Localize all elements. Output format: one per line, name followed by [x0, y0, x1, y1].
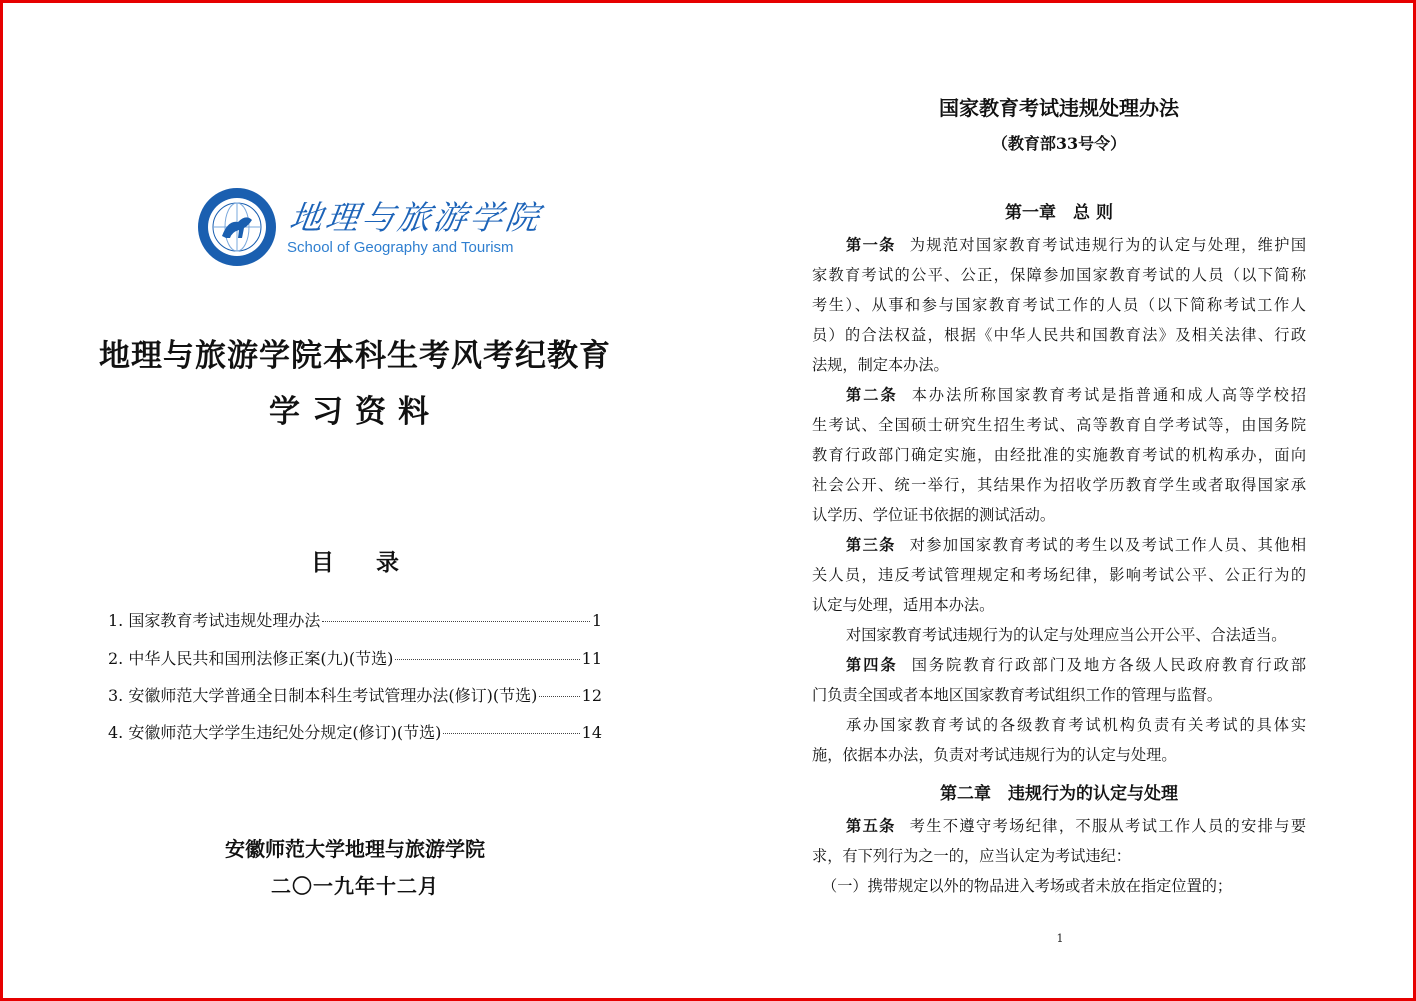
toc-item-label: 3. 安徽师范大学普通全日制本科生考试管理办法(修订)(节选) — [108, 686, 538, 705]
article-line: 施，依据本办法，负责对考试违规行为的认定与处理。 — [812, 746, 1177, 764]
toc-leader — [395, 659, 579, 660]
article-line: 考生）、从事和参与国家教育考试工作的人员（以下简称考试工作人 — [812, 296, 1306, 314]
toc-item-label: 2. 中华人民共和国刑法修正案(九)(节选) — [108, 649, 394, 668]
article-line — [846, 815, 1306, 837]
toc-item-page: 11 — [581, 649, 602, 668]
article-line: 承办国家教育考试的各级教育考试机构负责有关考试的具体实 — [846, 716, 1306, 734]
chapter-heading: 第一章 总 则 — [1005, 203, 1113, 223]
toc-item[interactable] — [108, 648, 602, 670]
article-number: 第二条 — [846, 386, 898, 404]
toc-leader — [539, 696, 579, 697]
article-line — [846, 534, 1306, 556]
article-line: 法规，制定本办法。 — [812, 356, 949, 374]
article-line: 教育行政部门确定实施，由经批准的实施教育考试的机构承办，面向 — [812, 446, 1306, 464]
article-line — [846, 384, 1306, 406]
toc-item-label: 4. 安徽师范大学学生违纪处分规定(修订)(节选) — [108, 723, 442, 742]
article-line: 生考试、全国硕士研究生招生考试、高等教育自学考试等，由国务院 — [812, 416, 1306, 434]
article-line: 家教育考试的公平、公正，保障参加国家教育考试的人员（以下简称 — [812, 266, 1306, 284]
school-name-calligraphy: 地理与旅游学院 — [286, 198, 545, 237]
toc-leader — [443, 733, 579, 734]
article-number: 第五条 — [846, 817, 896, 835]
article-line: 门负责全国或者本地区国家教育考试组织工作的管理与监督。 — [812, 686, 1223, 704]
article-line: 认学历、学位证书依据的测试活动。 — [812, 506, 1055, 524]
article-text: 本办法所称国家教育考试是指普通和成人高等学校招 — [911, 386, 1307, 404]
article-line: （一）携带规定以外的物品进入考场或者未放在指定位置的； — [822, 877, 1233, 895]
article-line: 社会公开、统一举行，其结果作为招收学历教育学生或者取得国家承 — [812, 476, 1306, 494]
toc-heading-char: 目 — [311, 549, 334, 576]
toc-heading — [60, 544, 650, 577]
toc-item[interactable] — [108, 685, 602, 707]
article-number: 第一条 — [846, 236, 896, 254]
toc-item-page: 1 — [591, 611, 602, 630]
article-line: 求，有下列行为之一的，应当认定为考试违纪： — [812, 847, 1131, 865]
article-text: 考生不遵守考场纪律，不服从考试工作人员的安排与要 — [909, 817, 1307, 835]
school-name-english: School of Geography and Tourism — [287, 239, 514, 256]
toc-item[interactable] — [108, 610, 602, 632]
article-text: 为规范对国家教育考试违规行为的认定与处理，维护国 — [909, 236, 1307, 254]
article-line: 对国家教育考试违规行为的认定与处理应当公开公平、合法适当。 — [846, 626, 1287, 644]
article-number: 第三条 — [846, 536, 896, 554]
publish-date: 二〇一九年十二月 — [271, 874, 439, 898]
article-text: 对参加国家教育考试的考生以及考试工作人员、其他相 — [909, 536, 1307, 554]
cover-subtitle: 学习资料 — [269, 394, 441, 430]
school-logo — [198, 188, 545, 268]
article-line: 认定与处理，适用本办法。 — [812, 596, 995, 614]
doc-title: 国家教育考试违规处理办法 — [939, 96, 1179, 120]
toc-item-label: 1. 国家教育考试违规处理办法 — [108, 611, 321, 630]
cover-title: 地理与旅游学院本科生考风考纪教育 — [99, 338, 611, 374]
doc-subtitle: （教育部33号令） — [991, 134, 1127, 153]
toc-item-page: 12 — [581, 686, 602, 705]
article-line: 关人员，违反考试管理规定和考场纪律，影响考试公平、公正行为的 — [812, 566, 1306, 584]
article-line — [846, 654, 1306, 676]
article-number: 第四条 — [846, 656, 898, 674]
publisher: 安徽师范大学地理与旅游学院 — [225, 837, 485, 861]
toc-item-page: 14 — [581, 723, 602, 742]
chapter-heading: 第二章 违规行为的认定与处理 — [940, 784, 1178, 804]
page-number: 1 — [1056, 932, 1064, 945]
toc-item[interactable] — [108, 722, 602, 744]
toc-heading-char: 录 — [376, 549, 399, 576]
article-text: 国务院教育行政部门及地方各级人民政府教育行政部 — [911, 656, 1307, 674]
toc-leader — [322, 621, 589, 622]
school-emblem-icon — [198, 188, 276, 266]
article-line — [846, 234, 1306, 256]
article-line: 员）的合法权益，根据《中华人民共和国教育法》及相关法律、行政 — [812, 326, 1306, 344]
